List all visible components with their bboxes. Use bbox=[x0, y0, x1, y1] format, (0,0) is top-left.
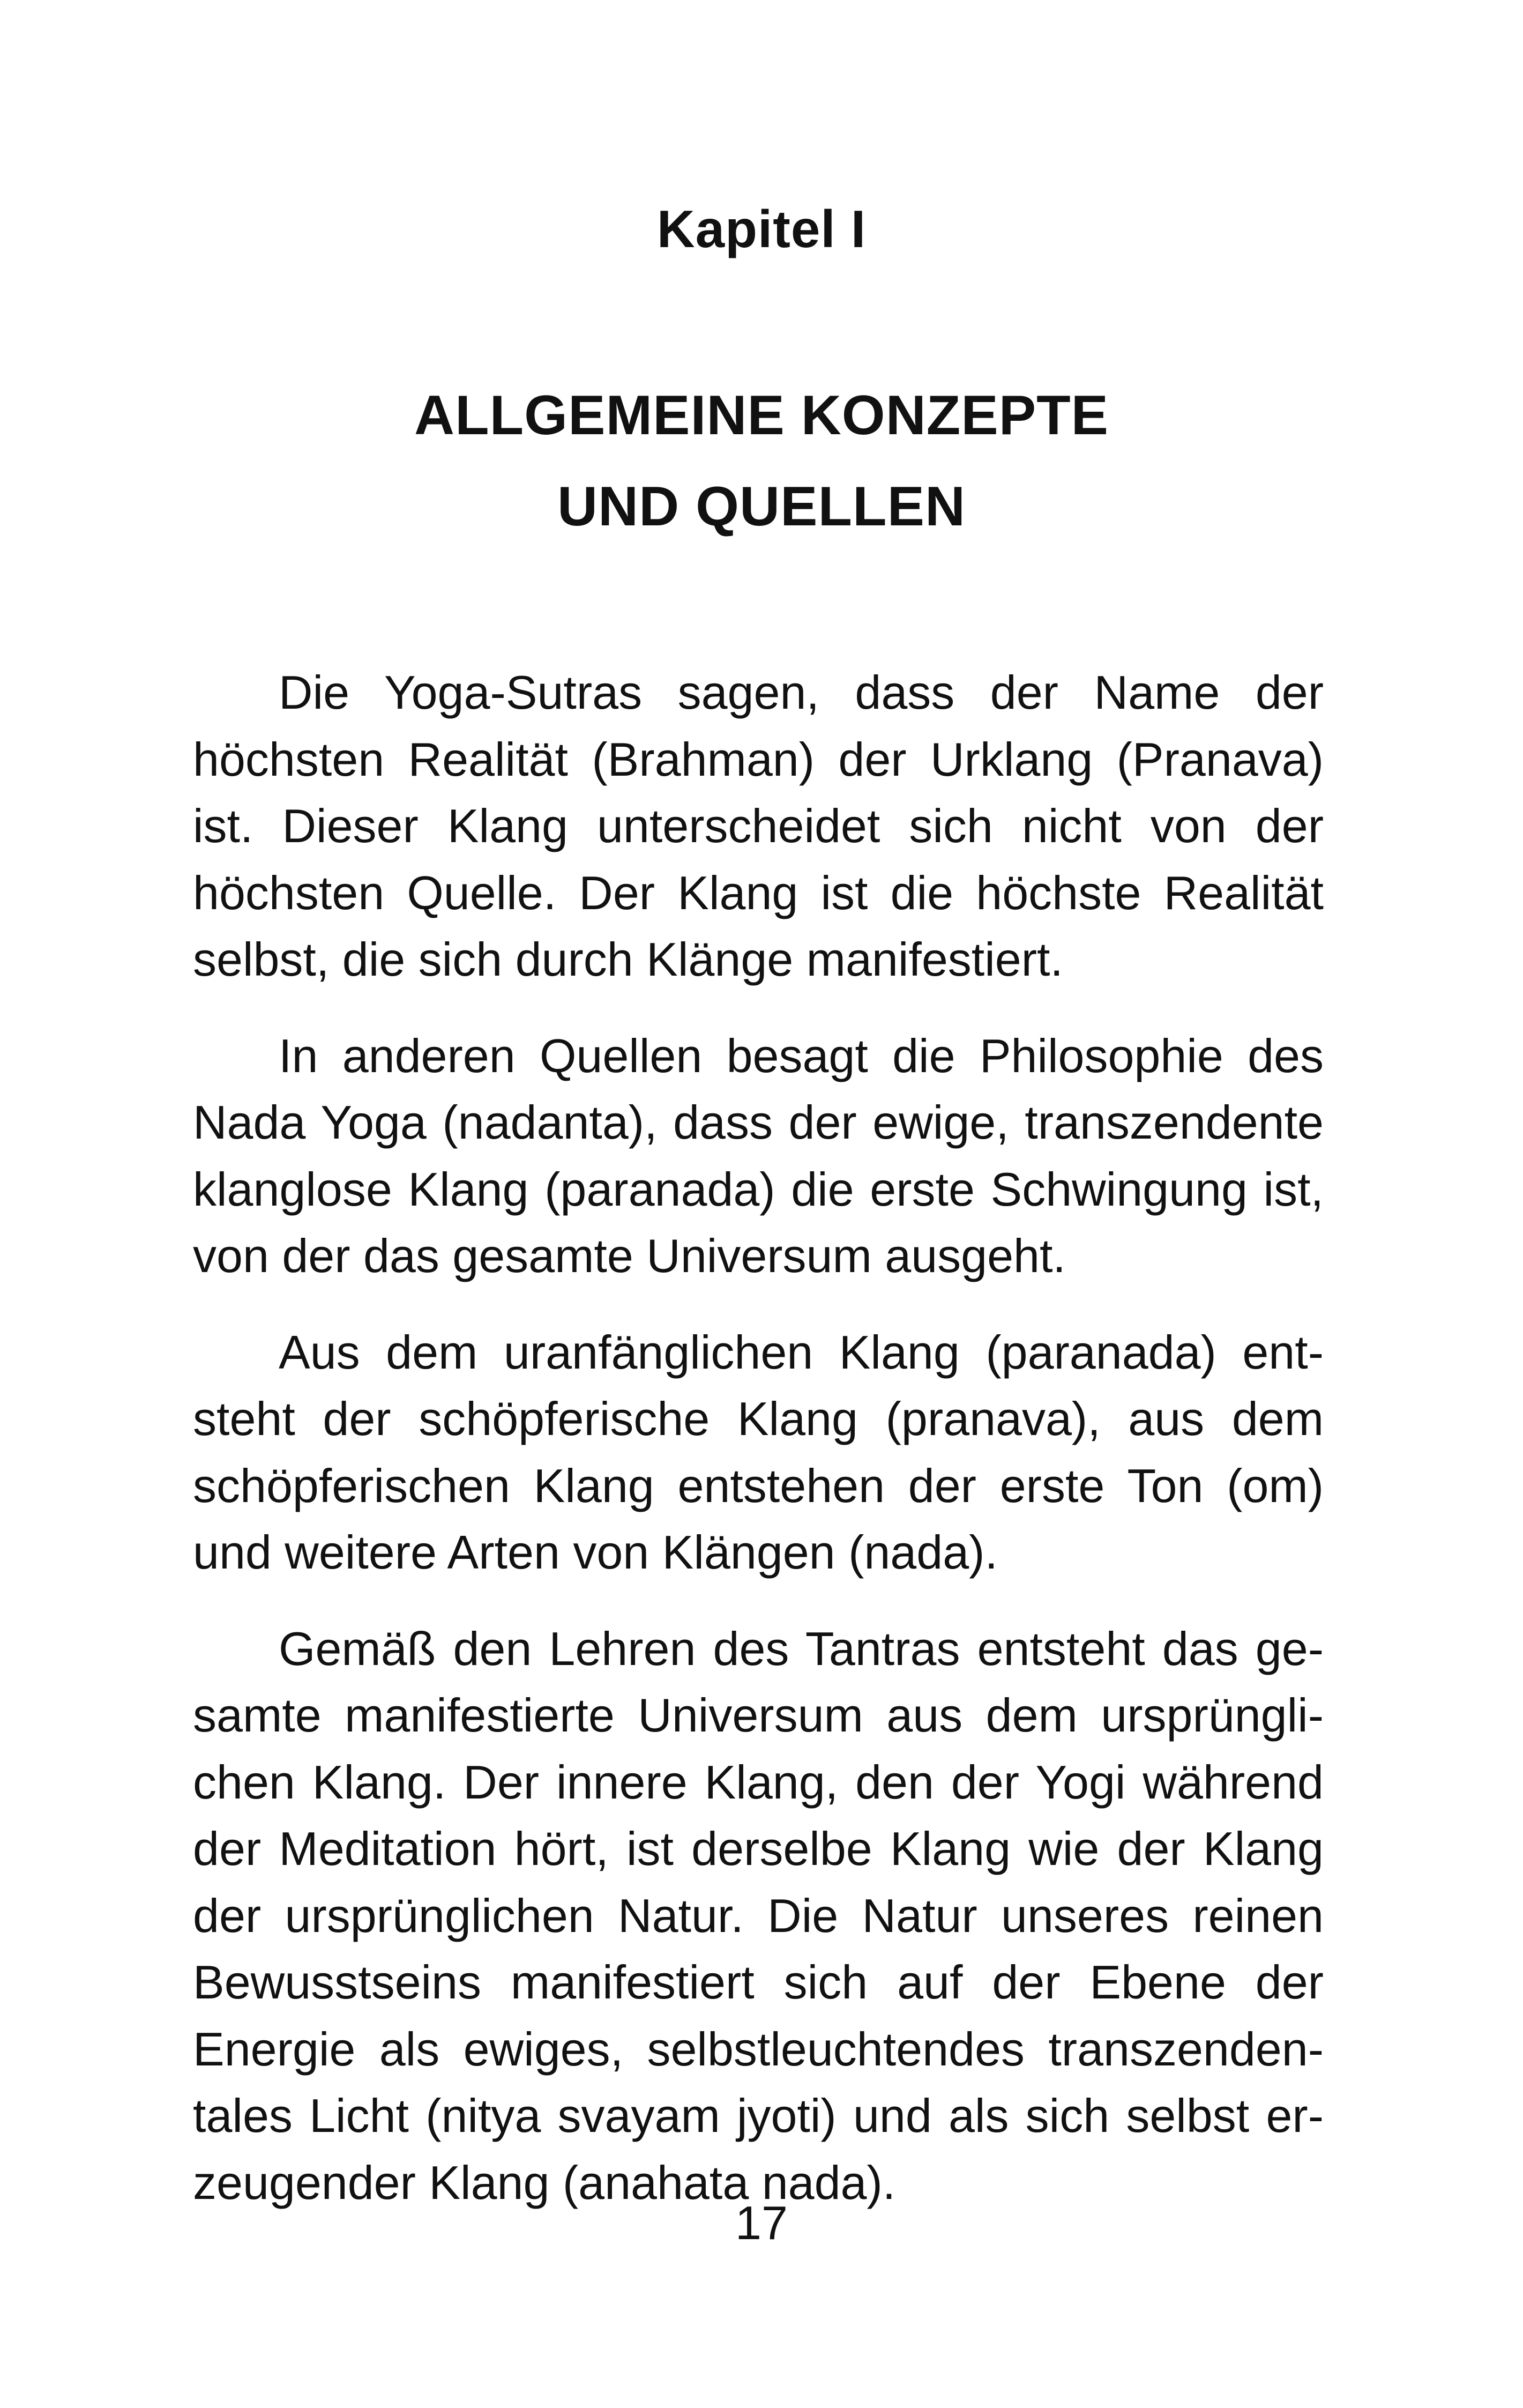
page-number: 17 bbox=[735, 2196, 788, 2249]
body-text bbox=[193, 659, 1324, 2246]
paragraph-1: Die Yoga-Sutras sagen, dass der Name der höchsten Realität (Brahman) der Urklang (Pranava) ist. Dieser Klang unterscheidet sich nicht von der höchsten Quelle. Der Klang ist die höchste Realität selbst, die sich durch Klänge manifestiert. bbox=[193, 666, 1324, 986]
chapter-label: Kapitel I bbox=[656, 199, 867, 258]
chapter-title-line-2: UND QUELLEN bbox=[557, 475, 966, 538]
chapter-title-line-1: ALLGEMEINE KONZEPTE bbox=[414, 384, 1109, 447]
paragraph-2: In anderen Quellen besagt die Philosophie des Nada Yoga (nadanta), dass der ewige, transzendente klanglose Klang (paranada) die erste Schwingung ist, von der das gesamte Universum ausgeht. bbox=[193, 1029, 1324, 1282]
chapter-title bbox=[0, 370, 1523, 552]
paragraph-3: Aus dem uranfänglichen Klang (paranada) entsteht der schöpferische Klang (pranava), aus dem schöpferischen Klang entstehen der erste Ton (om) und weitere Arten von Klängen (nada). bbox=[193, 1325, 1324, 1579]
paragraph-4: Gemäß den Lehren des Tantras entsteht das gesamte manifestierte Universum aus dem ursprünglichen Klang. Der innere Klang, den der Yogi während der Meditation hört, ist derselbe Klang wie der Klang der ursprünglichen Natur. Die Natur unseres reinen Bewusstseins manifestiert sich auf der Ebene der Energie als ewiges, selbstleuchtendes transzendentales Licht (nitya svayam jyoti) und als sich selbst erzeugender Klang (anahata nada). bbox=[193, 1622, 1324, 2209]
